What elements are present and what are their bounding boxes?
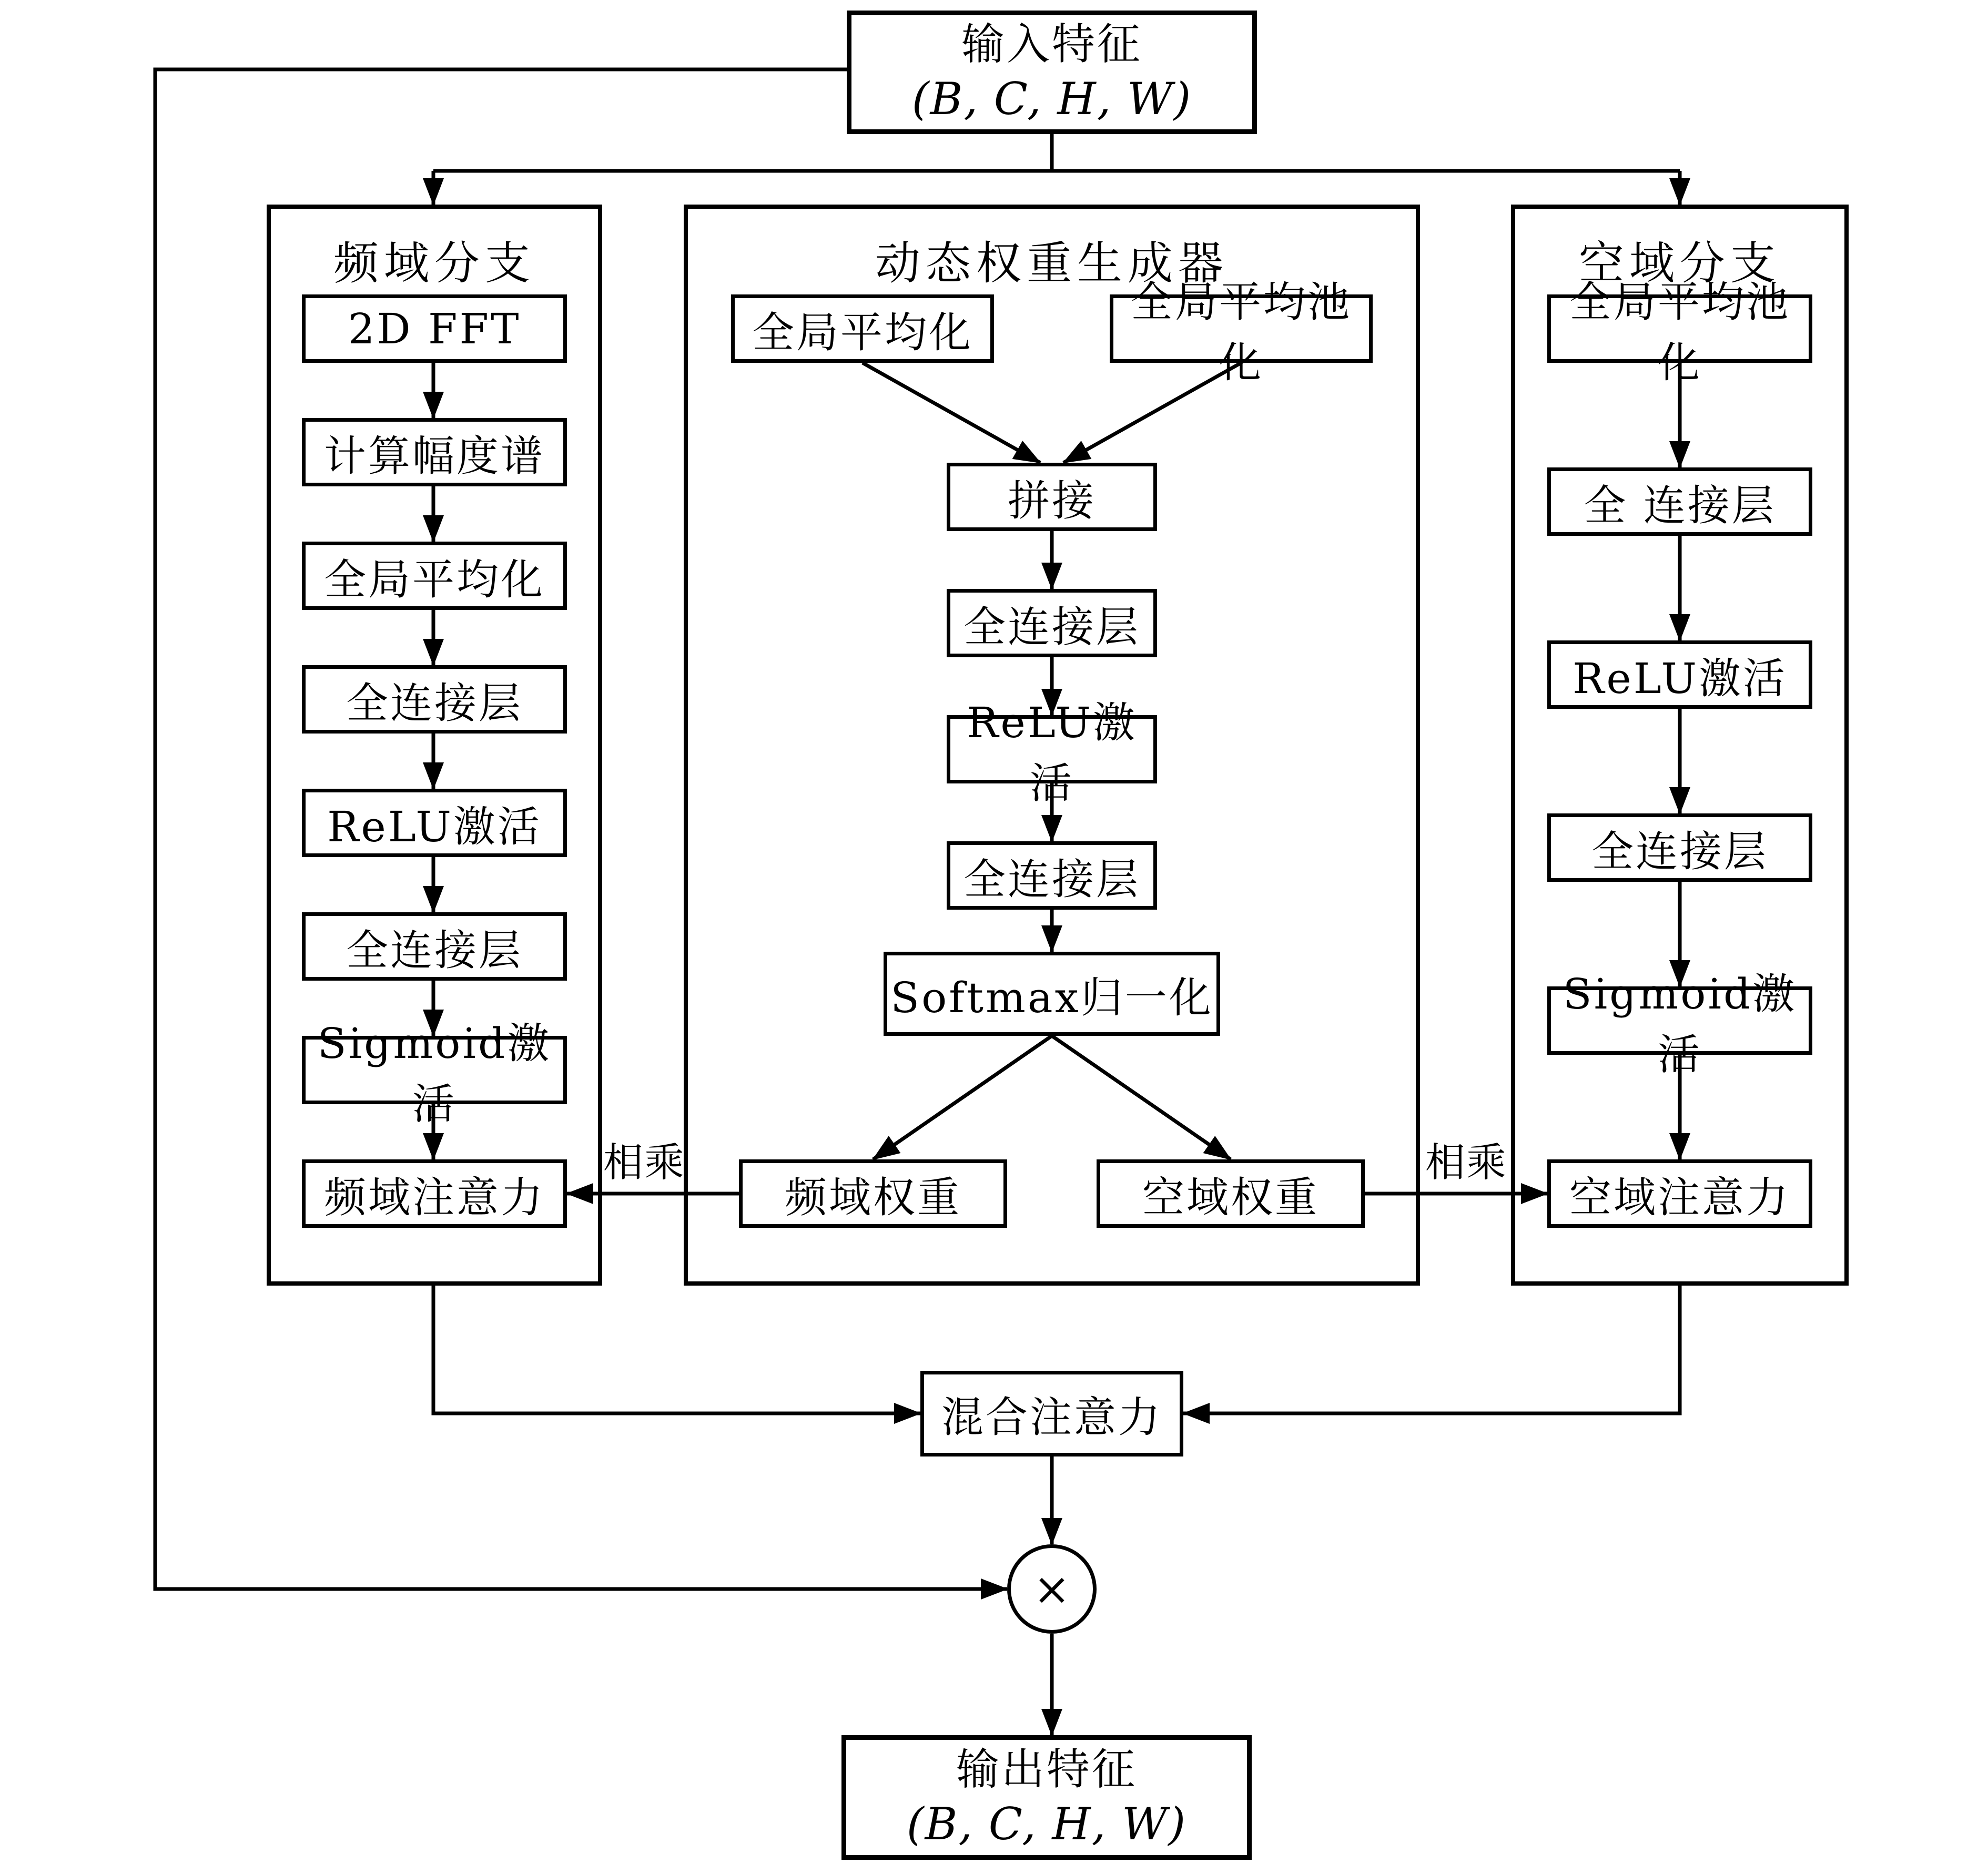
wire-freq-branch-to-mixed [433, 1286, 920, 1413]
multiply-symbol: × [1033, 1563, 1071, 1615]
node-gen-fc-2: 全连接层 [947, 841, 1157, 910]
node-freq-fc-1: 全连接层 [302, 665, 567, 734]
node-gen-global-average: 全局平均化 [731, 294, 994, 363]
node-freq-sigmoid: Sigmoid激活 [302, 1036, 567, 1104]
node-gen-fc-1: 全连接层 [947, 589, 1157, 657]
freq-branch-title: 频域分支 [333, 237, 535, 290]
node-mixed-attention: 混合注意力 [920, 1371, 1183, 1456]
node-spatial-fc-2: 全连接层 [1547, 813, 1812, 882]
output-feature-shape: (B, C, H, W) [906, 1798, 1187, 1850]
node-spatial-attention: 空域注意力 [1547, 1159, 1812, 1228]
node-2d-fft: 2D FFT [302, 294, 567, 363]
multiply-label-left: 相乘 [603, 1139, 685, 1186]
input-feature-box [847, 11, 1257, 134]
wire-spatial-branch-to-mixed [1183, 1286, 1680, 1413]
node-freq-relu: ReLU激活 [302, 789, 567, 857]
wire-pool-left-to-concat [863, 363, 1040, 463]
node-freq-fc-2: 全连接层 [302, 912, 567, 981]
node-softmax: Softmax归一化 [884, 952, 1220, 1036]
node-magnitude-spectrum: 计算幅度谱 [302, 418, 567, 486]
spatial-branch-title: 空域分支 [1579, 237, 1781, 290]
node-freq-attention: 频域注意力 [302, 1159, 567, 1228]
wire-softmax-to-spatial-weight [1052, 1036, 1231, 1159]
multiply-label-right: 相乘 [1425, 1139, 1507, 1186]
input-feature-shape: (B, C, H, W) [911, 73, 1192, 125]
node-spatial-fc-1: 全 连接层 [1547, 467, 1812, 536]
node-spatial-relu: ReLU激活 [1547, 640, 1812, 709]
output-feature-box [841, 1735, 1252, 1860]
node-spatial-global-avg-pool: 全局平均池化 [1547, 294, 1812, 363]
node-concat: 拼接 [947, 463, 1157, 531]
input-feature-title: 输入特征 [961, 19, 1142, 69]
node-spatial-weight: 空域权重 [1097, 1159, 1365, 1228]
output-feature-title: 输出特征 [956, 1744, 1137, 1795]
node-gen-relu: ReLU激活 [947, 715, 1157, 783]
multiply-circle [1007, 1544, 1097, 1634]
node-gen-global-avg-pool: 全局平均池化 [1110, 294, 1373, 363]
node-freq-weight: 频域权重 [739, 1159, 1007, 1228]
node-spatial-sigmoid: Sigmoid激活 [1547, 986, 1812, 1055]
wire-softmax-to-freq-weight [873, 1036, 1052, 1159]
node-freq-global-average: 全局平均化 [302, 542, 567, 610]
weight-generator-title: 动态权重生成器 [875, 237, 1229, 290]
